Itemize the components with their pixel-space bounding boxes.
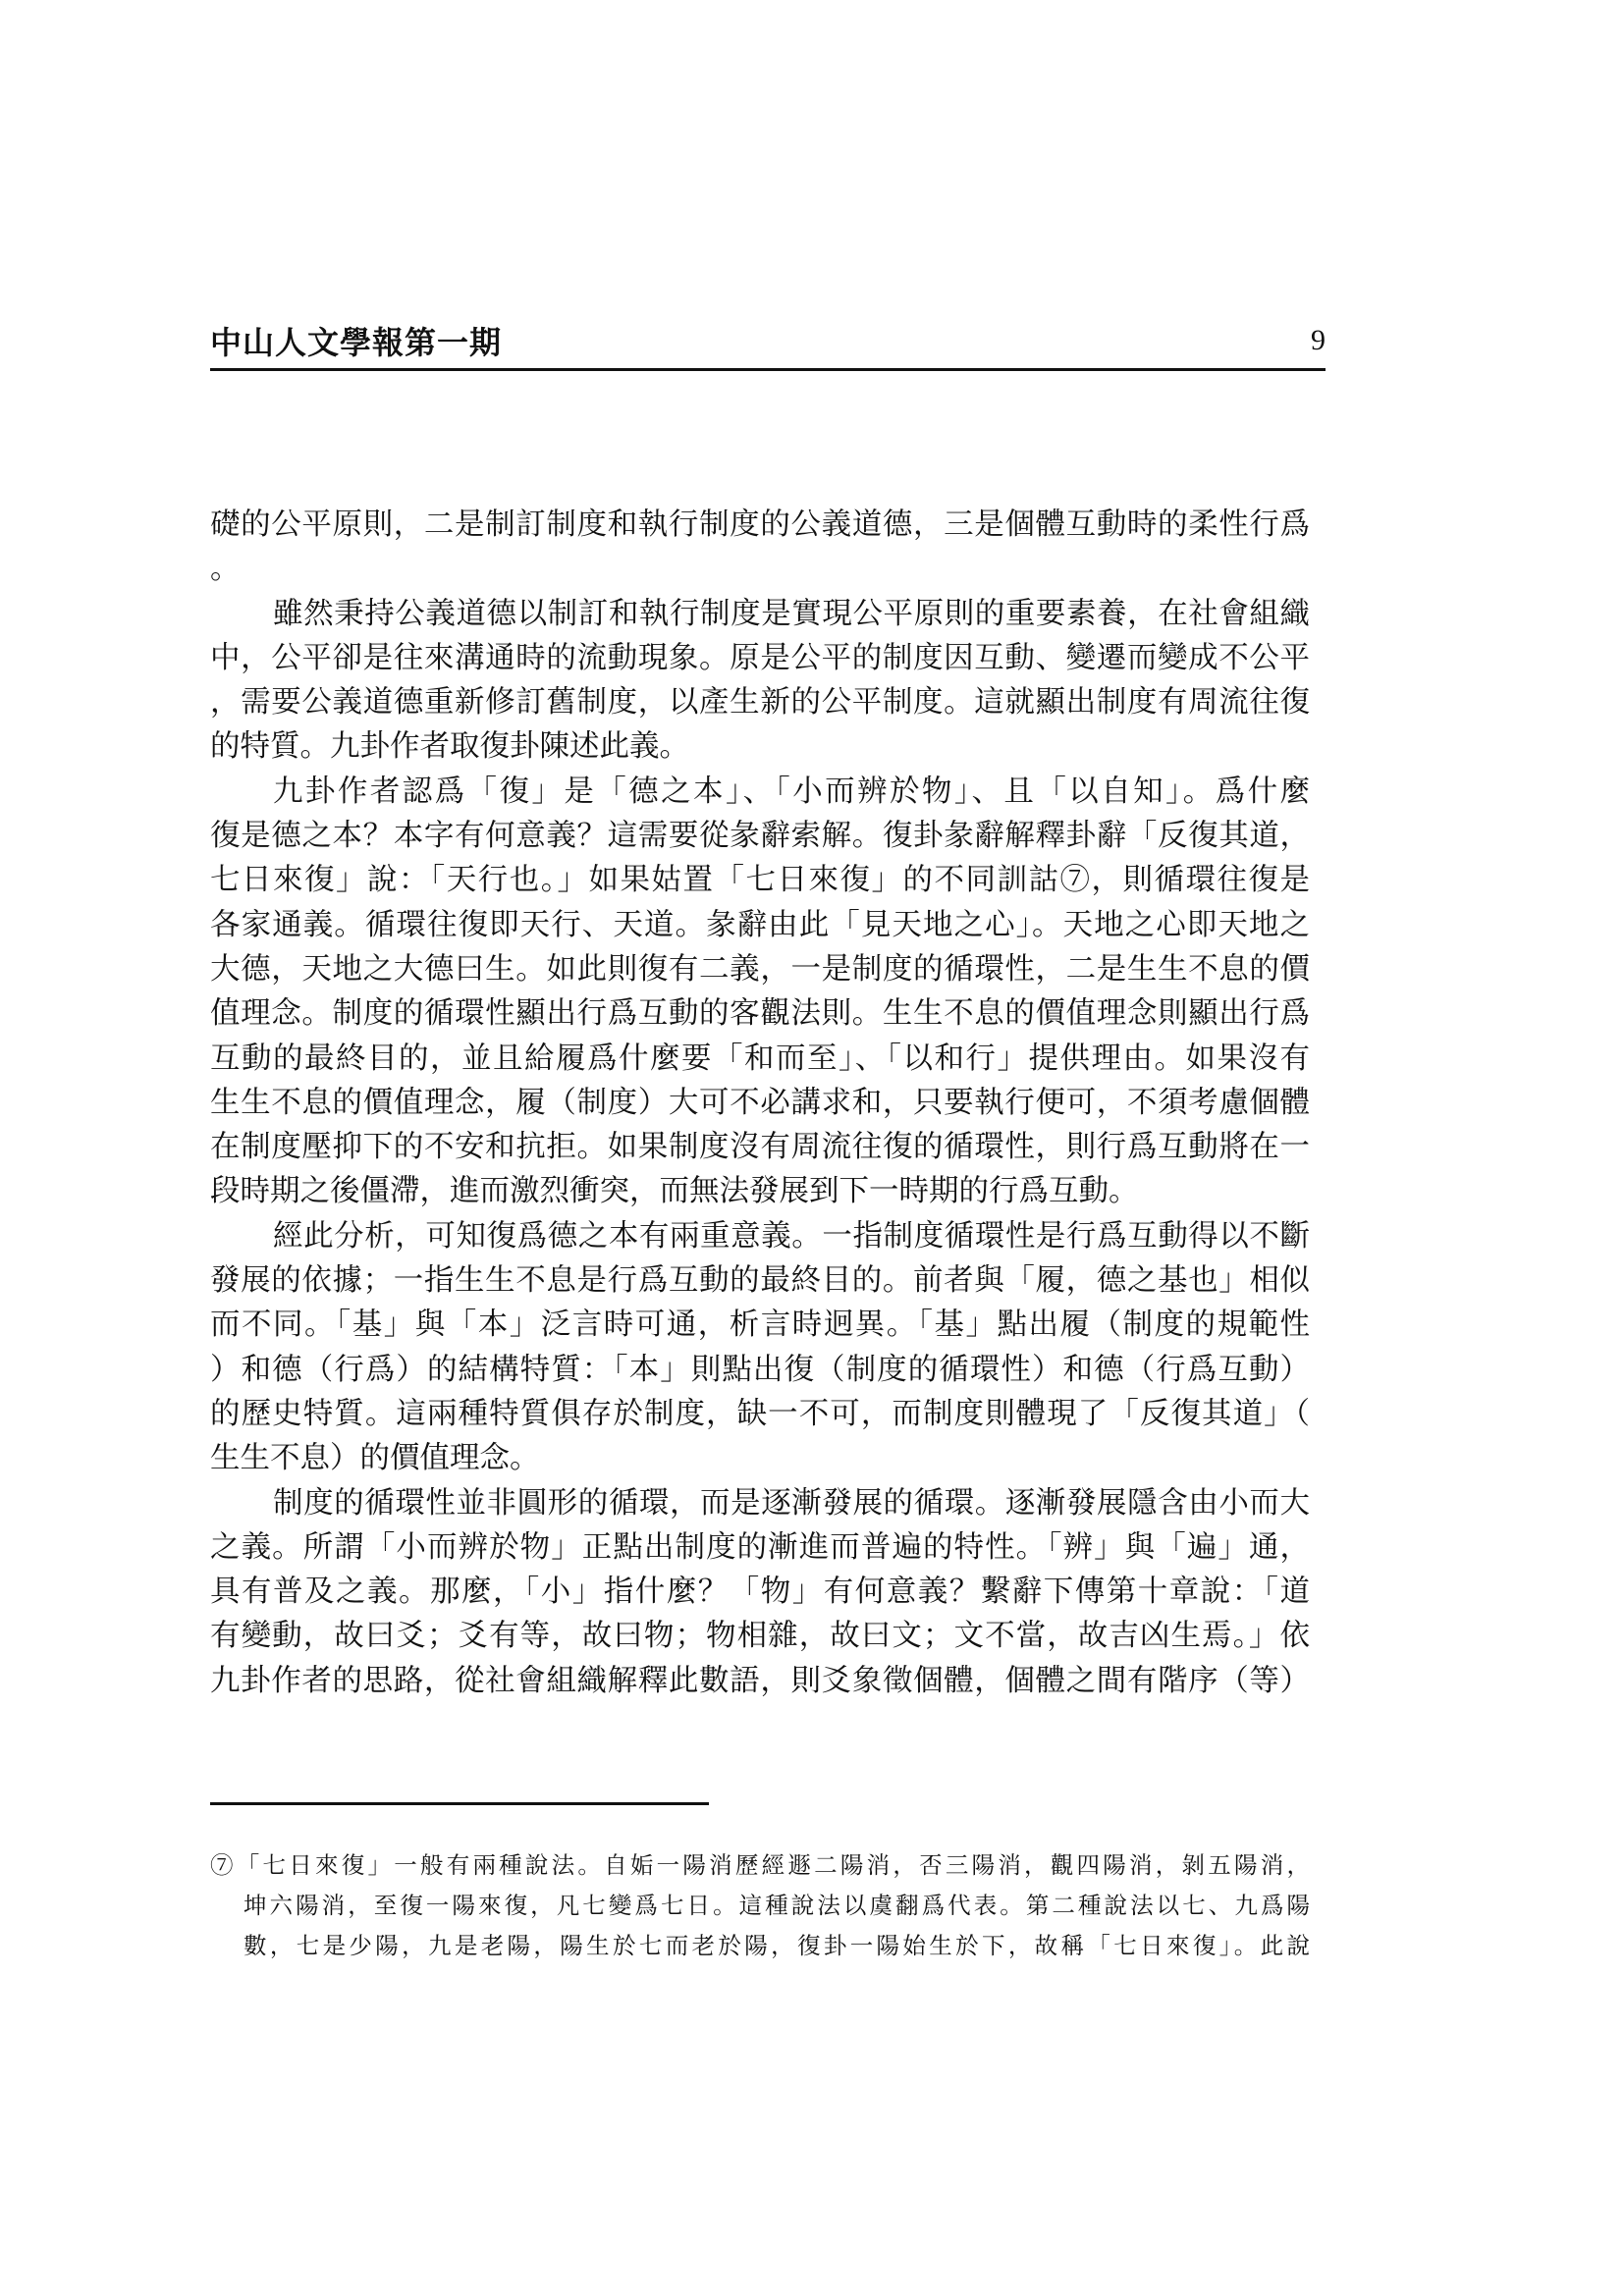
body-line: 具有普及之義。那麼，「小」指什麼？「物」有何意義？繫辭下傳第十章說：「道 [210,1575,1310,1610]
body-line: 各家通義。循環往復即天行、天道。彖辭由此「見天地之心」。天地之心即天地之 [210,907,1310,942]
body-line: 有變動，故曰爻；爻有等，故曰物；物相雜，故曰文；文不當，故吉凶生焉。」依 [210,1619,1310,1654]
body-line: 生生不息的價值理念，履（制度）大可不必講求和，只要執行便可，不須考慮個體 [210,1085,1310,1120]
body-line: 的特質。九卦作者取復卦陳述此義。 [210,729,689,765]
body-line: 段時期之後僵滯，進而激烈衝突，而無法發展到下一時期的行爲互動。 [210,1174,1139,1209]
body-line: 的歷史特質。這兩種特質俱存於制度，缺一不可，而制度則體現了「反復其道」（ [210,1396,1310,1431]
page-number: 9 [1311,324,1326,356]
body-line: 之義。所謂「小而辨於物」正點出制度的漸進而普遍的特性。「辨」與「遍」通， [210,1529,1310,1565]
body-line: 九卦作者認爲「復」是「德之本」、「小而辨於物」、且「以自知」。爲什麼 [273,774,1310,809]
body-line: 值理念。制度的循環性顯出行爲互動的客觀法則。生生不息的價值理念則顯出行爲 [210,996,1310,1032]
journal-title: 中山人文學報第一期 [210,324,503,361]
body-line: 制度的循環性並非圓形的循環，而是逐漸發展的循環。逐漸發展隱含由小而大 [273,1485,1310,1521]
header-rule [210,368,1326,371]
body-line: 。 [210,552,241,587]
body-line: 礎的公平原則，二是制訂制度和執行制度的公義道德，三是個體互動時的柔性行爲 [210,507,1310,542]
body-line: 生生不息）的價值理念。 [210,1441,540,1476]
footnote-line: 數，七是少陽，九是老陽，陽生於七而老於陽，復卦一陽始生於下，故稱「七日來復」。此說 [244,1932,1310,1959]
body-line: ）和德（行爲）的結構特質：「本」則點出復（制度的循環性）和德（行爲互動） [210,1352,1310,1387]
body-line: 互動的最終目的，並且給履爲什麼要「和而至」、「以和行」提供理由。如果沒有 [210,1041,1310,1076]
body-line: 經此分析，可知復爲德之本有兩重意義。一指制度循環性是行爲互動得以不斷 [273,1218,1310,1254]
footnote-rule [210,1802,709,1805]
body-line: 發展的依據；一指生生不息是行爲互動的最終目的。前者與「履，德之基也」相似 [210,1263,1310,1299]
running-header [210,316,1326,371]
body-line: 而不同。「基」與「本」泛言時可通，析言時迥異。「基」點出履（制度的規範性 [210,1308,1310,1343]
body-line: 在制度壓抑下的不安和抗拒。如果制度沒有周流往復的循環性，則行爲互動將在一 [210,1130,1310,1165]
body-line: 復是德之本？本字有何意義？這需要從彖辭索解。復卦彖辭解釋卦辭「反復其道， [210,819,1310,854]
footnote-line: 坤六陽消，至復一陽來復，凡七變爲七日。這種說法以虞翻爲代表。第二種說法以七、九爲陽 [244,1892,1310,1919]
body-line: 大德，天地之大德曰生。如此則復有二義，一是制度的循環性，二是生生不息的價 [210,951,1310,987]
body-line: 九卦作者的思路，從社會組織解釋此數語，則爻象徵個體，個體之間有階序（等） [210,1663,1310,1698]
body-line: ，需要公義道德重新修訂舊制度，以產生新的公平制度。這就顯出制度有周流往復 [210,685,1310,721]
body-line: 七日來復」說：「天行也。」如果姑置「七日來復」的不同訓詁⑦，則循環往復是 [210,863,1310,898]
footnote-line: ⑦「七日來復」一般有兩種說法。自姤一陽消歷經遯二陽消，否三陽消，觀四陽消，剝五陽消， [210,1851,1310,1879]
body-text [210,503,1310,1703]
body-line: 雖然秉持公義道德以制訂和執行制度是實現公平原則的重要素養，在社會組織 [273,596,1310,631]
footnotes [210,1845,1310,1966]
body-line: 中，公平卻是往來溝通時的流動現象。原是公平的制度因互動、變遷而變成不公平 [210,640,1310,675]
